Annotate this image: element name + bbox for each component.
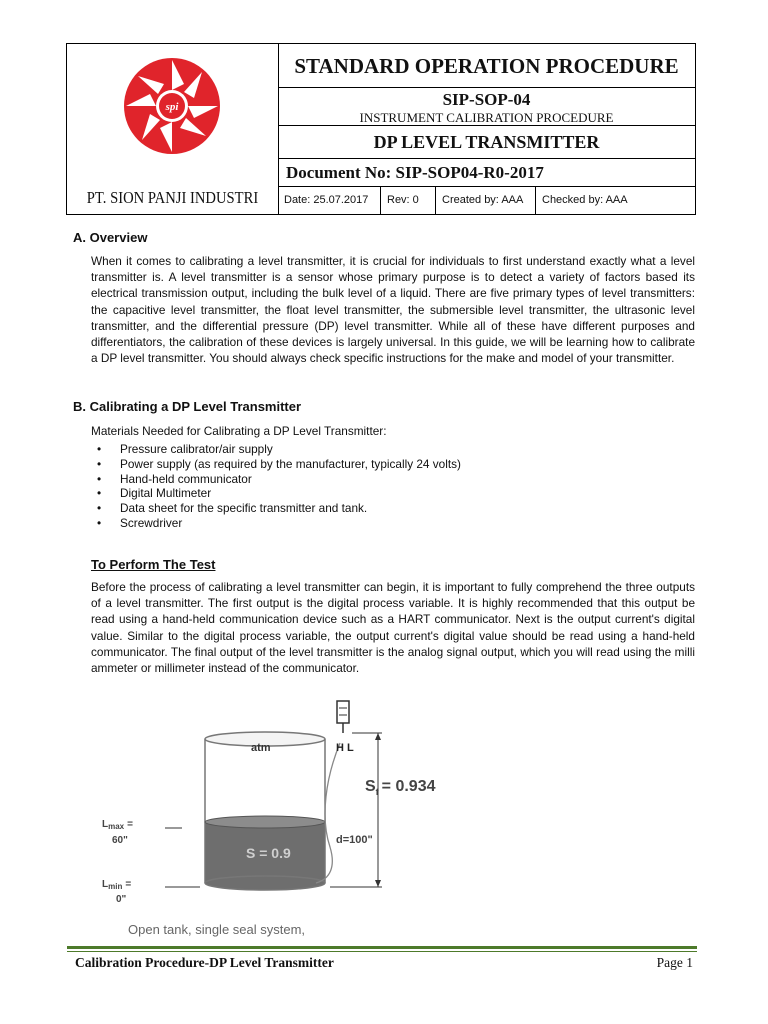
d-label: d=100" xyxy=(336,834,373,846)
list-item: • Digital Multimeter xyxy=(91,486,461,501)
test-heading: To Perform The Test xyxy=(91,557,216,572)
page-number: Page 1 xyxy=(656,955,693,970)
sf-label: $S_f = 0.934$ xyxy=(365,778,436,797)
lmin-value: 0" xyxy=(116,894,127,905)
document-header xyxy=(66,43,696,215)
test-paragraph: Before the process of calibrating a level transmitter can begin, it is important to fully comprehend the three outputs of a level transmitter. The first output is the digital process variable. It is highly recommended that this output be read using a hand-held communication device such as a HART communicator. Next is the output current's digital value. Similar to the digital process variable, the output current's digital value should be read using a hand-held communicator. The final output of the level transmitter is the analog signal output, which you will read using the milli ammeter or millimeter instead of the communicator. xyxy=(91,580,695,676)
diagram-caption: Open tank, single seal system, xyxy=(128,922,306,937)
transmitter-icon xyxy=(337,701,349,723)
overview-paragraph: When it comes to calibrating a level transmitter, it is crucial for individuals to first understand exactly what a level transmitter is. A level transmitter is a sensor whose primary purpose is to detect a variety of factors based its electrical transmission output, including the bulk level of a liquid. There are five primary types of level transmitters: the capacitive level transmitter, the float level transmitter, the submersible level transmitter, the ultrasonic level transmitter, and the differential pressure (DP) level transmitter. While all of these have different purposes and differentiators, the calibration of these devices is largely universal. In this guide, we will be learning how to calibrate a DP level transmitter. You should always check specific instructions for the make and model of your transmitter. xyxy=(91,254,695,366)
footer-rule xyxy=(67,946,697,949)
logo-mark-text: spi xyxy=(165,101,179,113)
materials-intro: Materials Needed for Calibrating a DP Level Transmitter: xyxy=(91,424,387,438)
hl-label: H L xyxy=(336,742,354,754)
document-number: Document No: SIP-SOP04-R0-2017 xyxy=(278,159,695,187)
created-cell: Created by: AAA xyxy=(436,187,536,214)
materials-list xyxy=(91,442,461,531)
list-item: • Screwdriver xyxy=(91,516,461,531)
procedure-subtitle: INSTRUMENT CALIBRATION PROCEDURE xyxy=(359,110,614,125)
section-b-heading: B. Calibrating a DP Level Transmitter xyxy=(73,399,302,414)
footer-rule-thin xyxy=(67,951,697,952)
list-item: • Pressure calibrator/air supply xyxy=(91,442,461,457)
sop-code: SIP-SOP-04 xyxy=(442,90,531,109)
company-name: PT. SION PANJI INDUSTRI xyxy=(86,188,259,207)
device-name: DP LEVEL TRANSMITTER xyxy=(278,126,695,159)
atm-label: atm xyxy=(251,742,271,754)
list-item: • Data sheet for the specific transmitter and tank. xyxy=(91,501,461,516)
logo-cell xyxy=(67,44,279,214)
tank-bottom xyxy=(205,876,325,890)
footer-title: Calibration Procedure-DP Level Transmitter xyxy=(75,955,334,970)
company-logo xyxy=(120,54,224,158)
lmax-value: 60" xyxy=(112,835,128,846)
section-a-heading: A. Overview xyxy=(73,230,148,245)
rev-cell: Rev: 0 xyxy=(381,187,436,214)
date-cell: Date: 25.07.2017 xyxy=(278,187,381,214)
s-label: S = 0.9 xyxy=(246,845,291,861)
meta-row xyxy=(278,187,695,214)
lmax-label: $L_{max}$ = xyxy=(102,819,133,831)
lmin-label: $L_{min}$ = xyxy=(102,879,132,891)
sop-code-cell xyxy=(278,88,695,126)
list-item: • Hand-held communicator xyxy=(91,472,461,487)
tank-diagram xyxy=(90,697,436,941)
checked-cell: Checked by: AAA xyxy=(542,194,628,206)
doc-title: STANDARD OPERATION PROCEDURE xyxy=(278,44,695,88)
list-item: • Power supply (as required by the manufacturer, typically 24 volts) xyxy=(91,457,461,472)
